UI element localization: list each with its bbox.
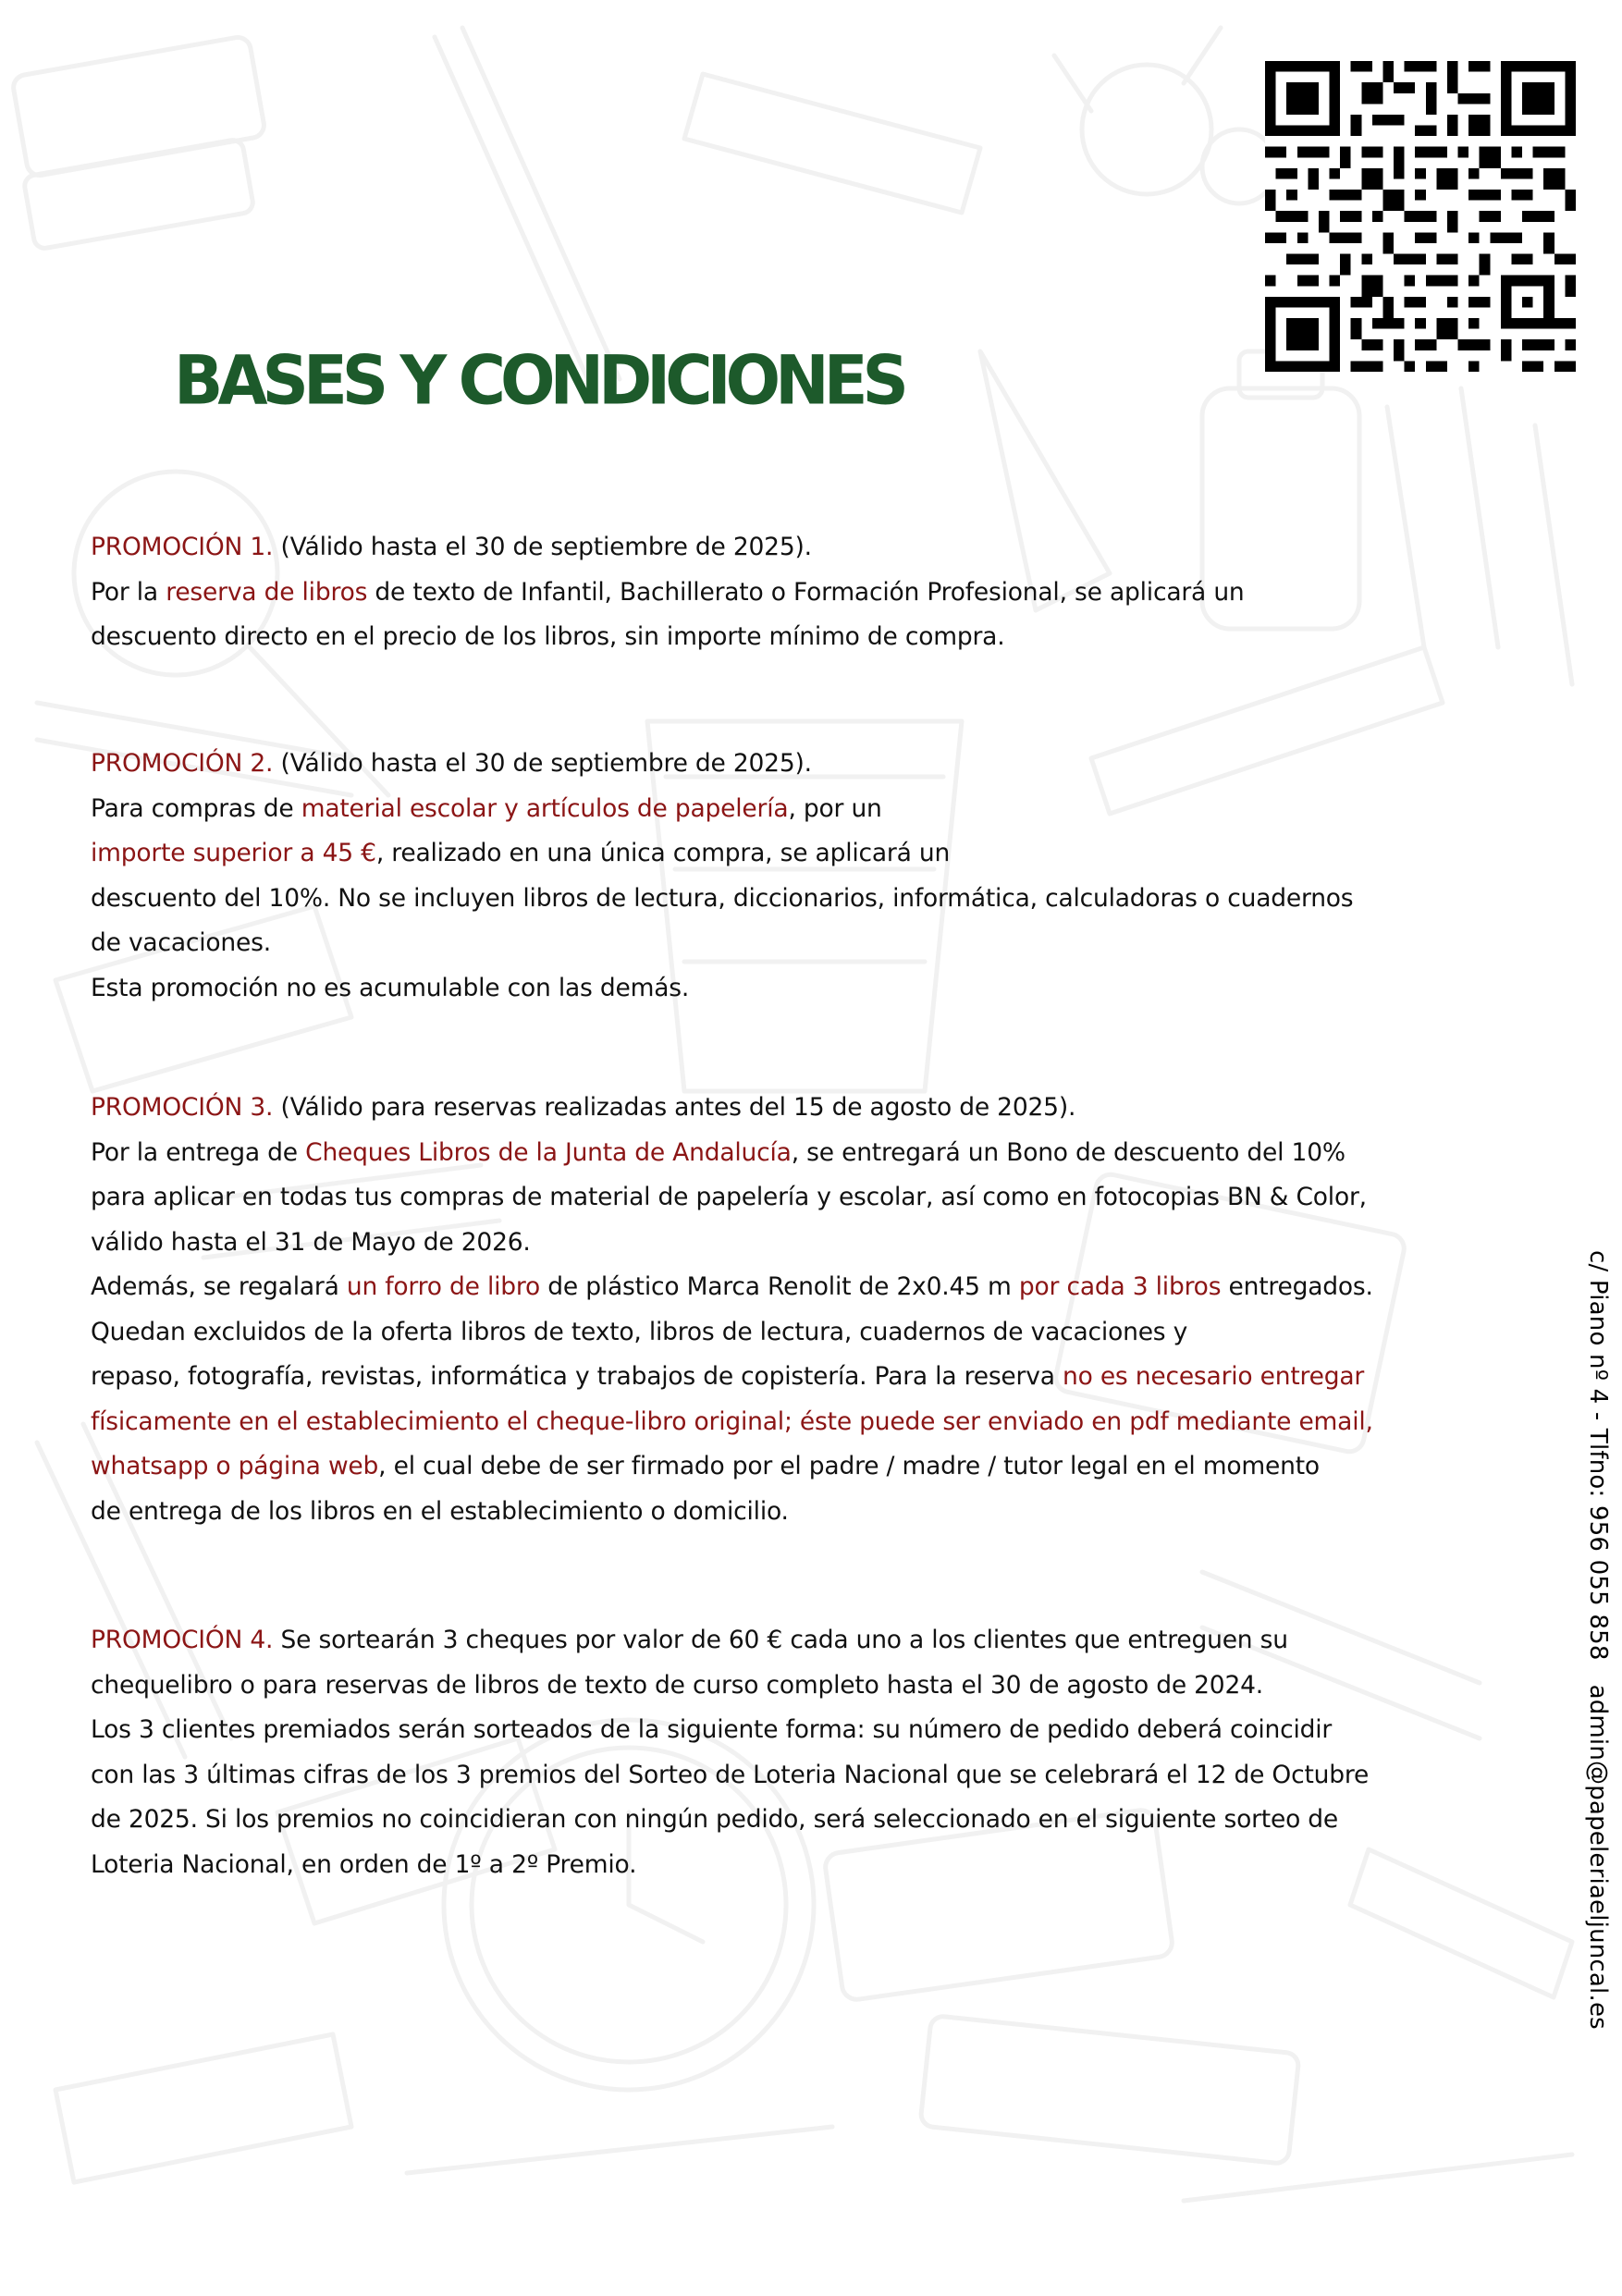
- promo1-text: Por la: [91, 577, 166, 607]
- promo3-highlight: por cada 3 libros: [1018, 1272, 1222, 1301]
- promo3-text: entregados.: [1221, 1272, 1373, 1301]
- promo3-highlight: whatsapp o página web: [91, 1452, 379, 1480]
- promotion-3: [91, 1086, 1373, 1534]
- promo3-highlight: un forro de libro: [346, 1272, 541, 1301]
- promo1-line-1: [91, 525, 1245, 571]
- promo2-line-4: descuento del 10%. No se incluyen libros de lectura, diccionarios, informática, calculadoras o cuadernos: [91, 883, 1354, 913]
- promo3-line-9: [91, 1444, 1373, 1490]
- promo4-line-5: de 2025. Si los premios no coincidieran con ningún pedido, será seleccionado en el siguiente sorteo de: [91, 1805, 1339, 1834]
- promo3-line-2: [91, 1131, 1373, 1176]
- promo3-line-3: para aplicar en todas tus compras de material de papelería y escolar, así como en fotocopias BN & Color,: [91, 1183, 1367, 1211]
- promo2-line-2: [91, 787, 1353, 832]
- promo1-label: PROMOCIÓN 1.: [91, 533, 274, 561]
- promo2-line-6: Esta promoción no es acumulable con las demás.: [91, 973, 690, 1002]
- promo2-text: , por un: [788, 793, 882, 823]
- promo3-line-6: Quedan excluidos de la oferta libros de texto, libros de lectura, cuadernos de vacaciones y: [91, 1317, 1188, 1346]
- promo4-label: PROMOCIÓN 4.: [91, 1626, 274, 1654]
- qr-code[interactable]: [1265, 61, 1576, 372]
- promo2-highlight: material escolar y artículos de papelería: [301, 793, 789, 823]
- promo4-line-1: [91, 1618, 1369, 1664]
- promo3-line-10: de entrega de los libros en el establecimiento o domicilio.: [91, 1496, 789, 1526]
- promo3-highlight: no es necesario entregar: [1062, 1362, 1365, 1391]
- promo3-text: de plástico Marca Renolit de 2x0.45 m: [540, 1272, 1019, 1301]
- promo3-text: Además, se regalará: [91, 1272, 347, 1301]
- promo1-line-2: [91, 571, 1245, 616]
- promo2-highlight: importe superior a 45 €: [91, 839, 376, 867]
- promo4-line-4: con las 3 últimas cifras de los 3 premios del Sorteo de Loteria Nacional que se celebrará el 12 de Octubre: [91, 1760, 1370, 1789]
- promo2-line-3: [91, 831, 1353, 877]
- promo2-line-5: de vacaciones.: [91, 928, 271, 957]
- promotion-4: [91, 1618, 1369, 1887]
- promo3-highlight: Cheques Libros de la Junta de Andalucía: [305, 1137, 792, 1167]
- contact-email[interactable]: admin@papeleriaeljuncal.es: [1584, 1684, 1612, 2030]
- promo4-text: Se sortearán 3 cheques por valor de 60 € cada uno a los clientes que entreguen su: [273, 1626, 1288, 1654]
- promo3-label: PROMOCIÓN 3.: [91, 1093, 274, 1122]
- promo1-text: de texto de Infantil, Bachillerato o Formación Profesional, se aplicará un: [367, 577, 1245, 607]
- promo1-highlight: reserva de libros: [166, 577, 368, 607]
- promo3-text: repaso, fotografía, revistas, informática y trabajos de copistería. Para la reserva: [91, 1362, 1063, 1391]
- promo2-line-1: [91, 742, 1353, 787]
- promo3-line-5: [91, 1265, 1373, 1310]
- promo3-text: , el cual debe de ser firmado por el padre / madre / tutor legal en el momento: [378, 1452, 1320, 1480]
- promo1-line-3: descuento directo en el precio de los libros, sin importe mínimo de compra.: [91, 622, 1005, 651]
- promo3-validity: (Válido para reservas realizadas antes del 15 de agosto de 2025).: [273, 1093, 1076, 1122]
- promo2-text: Para compras de: [91, 793, 301, 823]
- promo4-line-6: Loteria Nacional, en orden de 1º a 2º Premio.: [91, 1849, 637, 1879]
- promo2-label: PROMOCIÓN 2.: [91, 749, 274, 778]
- promo3-line-4: válido hasta el 31 de Mayo de 2026.: [91, 1227, 531, 1257]
- contact-info: [1584, 1250, 1612, 2030]
- promotion-2: [91, 742, 1353, 1011]
- promo4-line-2: chequelibro o para reservas de libros de texto de curso completo hasta el 30 de agosto de 2024.: [91, 1670, 1264, 1700]
- page-title: BASES Y CONDICIONES: [174, 340, 903, 421]
- promo3-text: , se entregará un Bono de descuento del 10%: [791, 1137, 1346, 1167]
- promo3-line-8: físicamente en el establecimiento el cheque-libro original; éste puede ser enviado en pdf mediante email,: [91, 1406, 1373, 1436]
- promo1-validity: (Válido hasta el 30 de septiembre de 2025).: [273, 533, 812, 561]
- promo2-validity: (Válido hasta el 30 de septiembre de 2025).: [273, 749, 812, 778]
- promo3-line-1: [91, 1086, 1373, 1131]
- contact-address: c/ Piano nº 4 - Tlfno: 956 055 858: [1584, 1250, 1612, 1661]
- promo4-line-3: Los 3 clientes premiados serán sorteados de la siguiente forma: su número de pedido deberá coincidir: [91, 1715, 1333, 1744]
- promo3-text: Por la entrega de: [91, 1137, 306, 1167]
- promo3-line-7: [91, 1355, 1373, 1400]
- promotion-1: [91, 525, 1245, 660]
- promo2-text: , realizado en una única compra, se aplicará un: [375, 839, 951, 867]
